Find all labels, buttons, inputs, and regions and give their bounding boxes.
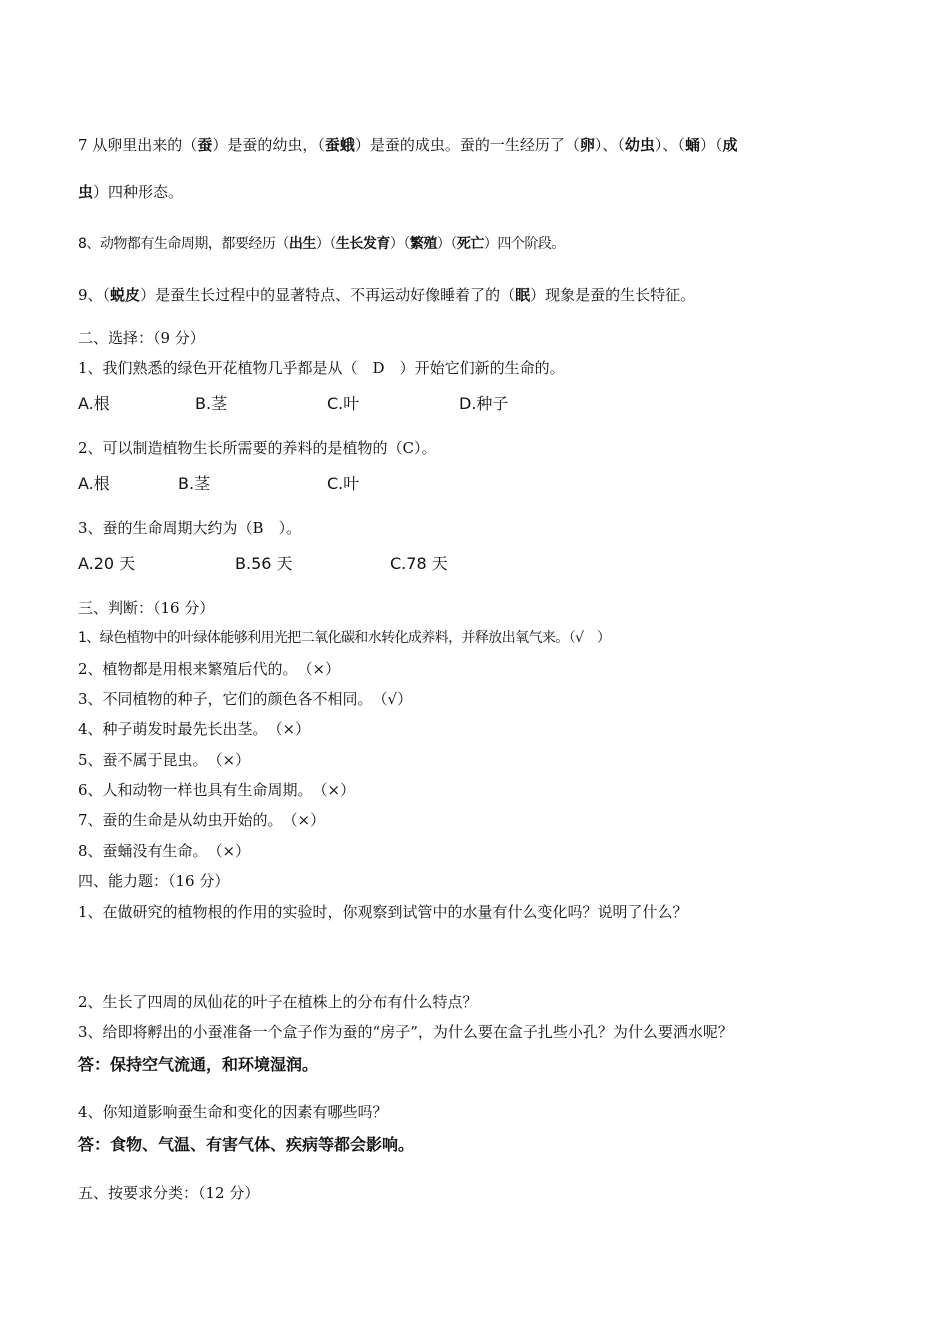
answer: 幼虫 [624, 136, 655, 154]
judge-item: 6、人和动物一样也具有生命周期。 （×） [78, 781, 356, 799]
judge-item: 1、绿色植物中的叶绿体能够利用光把二氧化碳和水转化成养料，并释放出氧气来。（√ ） [78, 630, 611, 646]
answer: 蚕蛾 [324, 136, 355, 154]
answer: 眠 [515, 286, 531, 304]
judge-item: 8、蚕蛹没有生命。 （×） [78, 842, 251, 860]
option: A.根 [78, 394, 110, 413]
section-heading-choice: 二、选择：（9 分） [78, 329, 205, 347]
judge-item: 2、植物都是用根来繁殖后代的。 （×） [78, 660, 341, 678]
section-heading-ability: 四、能力题：（16 分） [78, 872, 230, 890]
choice-options-2 [78, 471, 878, 493]
answer: 卵 [579, 136, 595, 154]
fill-question-7-cont: 虫）四种形态。 [78, 183, 184, 201]
option: A.20 天 [78, 554, 136, 573]
answer: 繁殖 [409, 236, 437, 252]
option: B.56 天 [235, 554, 293, 573]
choice-question-2: 2、可以制造植物生长所需要的养料的是植物的（C）。 [78, 439, 437, 457]
answer: 蜕皮 [110, 286, 141, 304]
choice-options-3 [78, 551, 878, 573]
answer: 蚕 [197, 136, 213, 154]
option: C.叶 [327, 394, 360, 413]
ability-question-1: 1、在做研究的植物根的作用的实验时，你观察到试管中的水量有什么变化吗？说明了什么？ [78, 903, 688, 921]
judge-item: 3、不同植物的种子，它们的颜色各不相同。 （√） [78, 690, 413, 708]
option: B.茎 [195, 394, 228, 413]
choice-question-3: 3、蚕的生命周期大约为（B ）。 [78, 519, 302, 537]
choice-options-1 [78, 391, 878, 413]
answer: 出生 [288, 236, 316, 252]
option: D.种子 [459, 394, 509, 413]
section-heading-classify: 五、按要求分类：（12 分） [78, 1184, 260, 1202]
choice-question-1: 1、我们熟悉的绿色开花植物几乎都是从（ D ）开始它们新的生命的。 [78, 359, 565, 377]
answer: 生长发育 [335, 236, 390, 252]
ability-question-2: 2、生长了四周的凤仙花的叶子在植株上的分布有什么特点？ [78, 993, 478, 1011]
option: B.茎 [178, 474, 211, 493]
ability-question-3: 3、给即将孵出的小蚕准备一个盒子作为蚕的“房子”，为什么要在盒子扎些小孔？为什么要洒水呢？ [78, 1023, 733, 1041]
fill-question-8: 8、动物都有生命周期，都要经历（出生）（生长发育）（繁殖）（死亡）四个阶段。 [78, 236, 565, 252]
answer: 虫 [78, 183, 94, 201]
judge-item: 5、蚕不属于昆虫。 （×） [78, 751, 251, 769]
answer: 蛹 [684, 136, 700, 154]
ability-answer-4: 答：食物、气温、有害气体、疾病等都会影响。 [78, 1135, 415, 1154]
answer: 成 [722, 136, 738, 154]
fill-question-7: 7 从卵里出来的（蚕）是蚕的幼虫，（蚕蛾）是蚕的成虫。蚕的一生经历了（卵）、（幼虫）、（蛹）（成 [78, 136, 738, 154]
judge-item: 4、种子萌发时最先长出茎。 （×） [78, 720, 311, 738]
answer: 死亡 [456, 236, 484, 252]
option: C.叶 [327, 474, 360, 493]
option: C.78 天 [390, 554, 448, 573]
ability-question-4: 4、你知道影响蚕生命和变化的因素有哪些吗？ [78, 1103, 388, 1121]
ability-answer-3: 答：保持空气流通，和环境湿润。 [78, 1055, 319, 1074]
section-heading-judge: 三、判断：（16 分） [78, 599, 215, 617]
judge-item: 7、蚕的生命是从幼虫开始的。 （×） [78, 811, 326, 829]
fill-question-9: 9、（蜕皮）是蚕生长过程中的显著特点、不再运动好像睡着了的（眠）现象是蚕的生长特征。 [78, 286, 696, 304]
option: A.根 [78, 474, 110, 493]
